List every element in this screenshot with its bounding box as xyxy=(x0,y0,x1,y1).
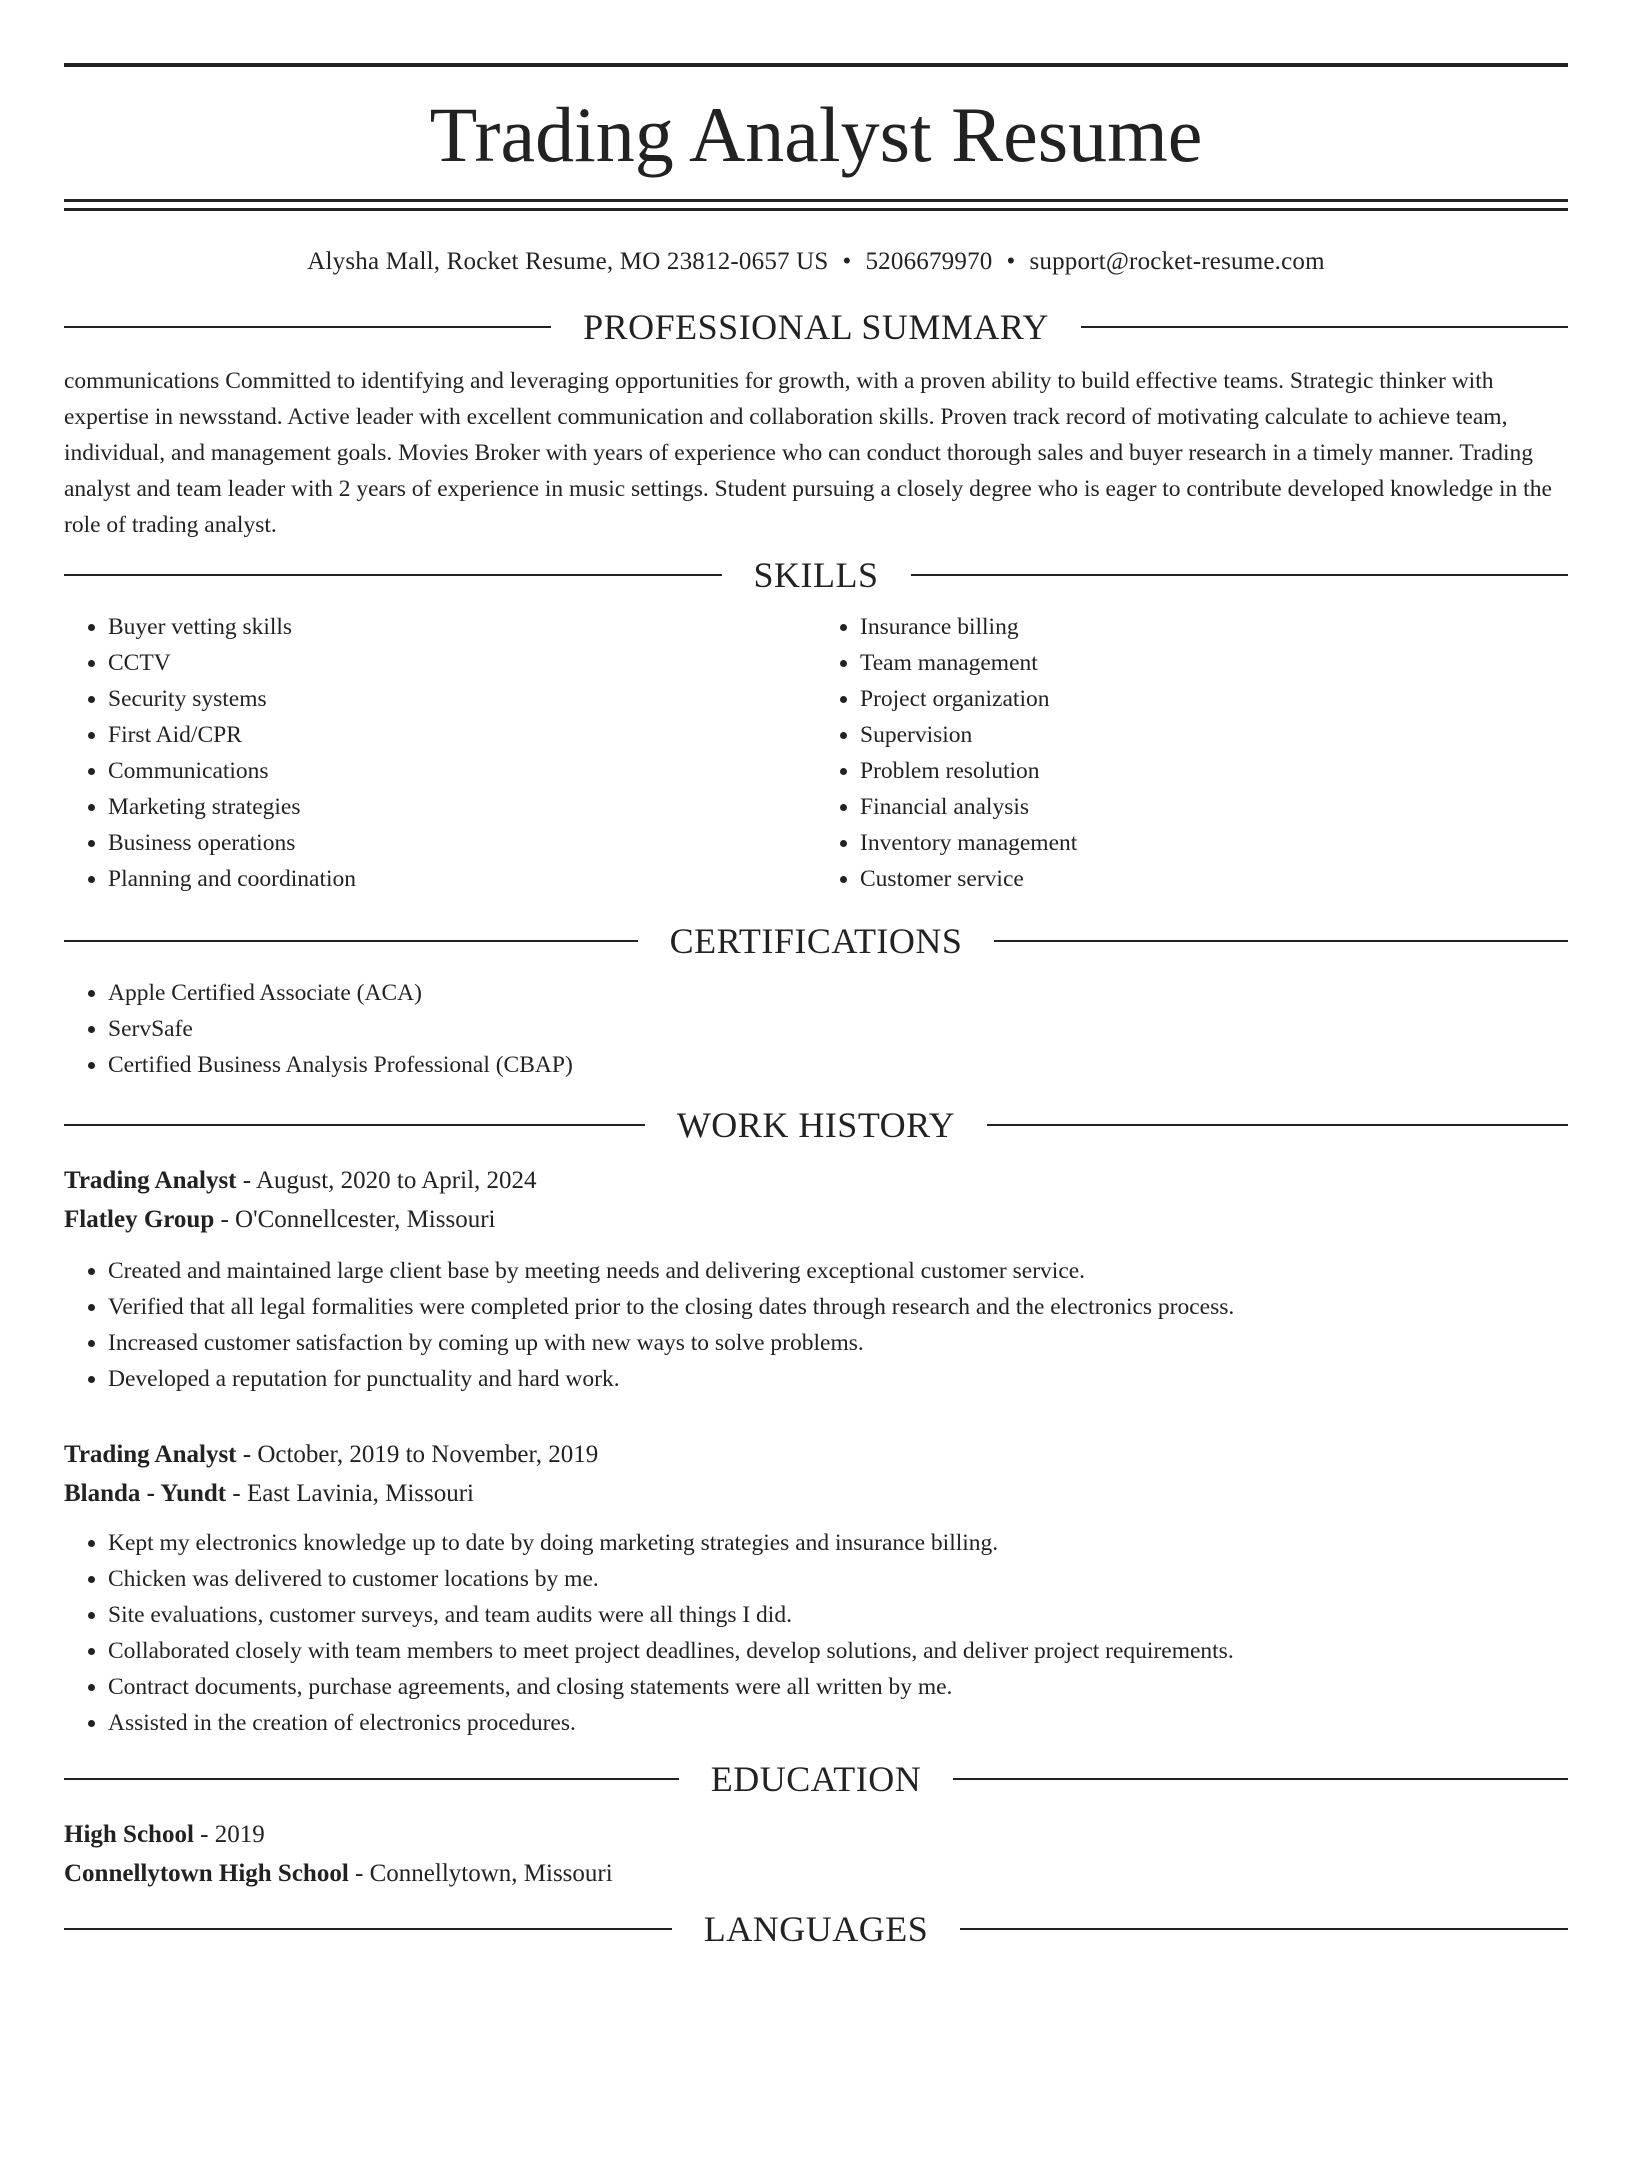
list-item: • Verified that all legal formalities were completed prior to the closing dates through research and the electronics process. xyxy=(108,1289,1568,1325)
heading-rule-left xyxy=(64,574,722,576)
skills-column-right xyxy=(816,609,1568,897)
resume-page xyxy=(0,63,1632,2175)
skills-list-left xyxy=(64,609,816,897)
skills-list-right xyxy=(816,609,1568,897)
education-year: - 2019 xyxy=(193,1821,265,1848)
education-school-line xyxy=(64,1854,1568,1893)
skills-section-heading xyxy=(64,555,1568,595)
list-item: • Business operations xyxy=(108,825,816,861)
list-item: • Certified Business Analysis Professional (CBAP) xyxy=(108,1047,1568,1083)
resume-title: Trading Analyst Resume xyxy=(429,91,1203,178)
list-item: • Buyer vetting skills xyxy=(108,609,816,645)
list-item: • Developed a reputation for punctuality and hard work. xyxy=(108,1361,1568,1397)
education-heading: EDUCATION xyxy=(710,1759,922,1799)
certifications-section-heading xyxy=(64,921,1568,961)
job-bullets xyxy=(64,1525,1568,1741)
contact-line xyxy=(64,247,1568,277)
job-location: - East Lavinia, Missouri xyxy=(226,1480,475,1507)
education-degree: High School xyxy=(64,1821,194,1848)
summary-text: communications Committed to identifying and leveraging opportunities for growth, with a proven ability to build effective teams. Strategic thinker with expertise in newsstand. Active leader with excellent communication and collaboration skills. Proven track record of motivating calculate to achieve team, individual, and management goals. Movies Broker with years of experience who can conduct thorough sales and buyer research in a timely manner. Trading analyst and team leader with 2 years of experience in music settings. Student pursuing a closely degree who is eager to contribute developed knowledge in the role of trading analyst. xyxy=(64,368,1552,538)
list-item: • Site evaluations, customer surveys, and team audits were all things I did. xyxy=(108,1597,1568,1633)
certifications-heading: CERTIFICATIONS xyxy=(669,921,963,961)
work-section-heading xyxy=(64,1105,1568,1145)
heading-rule-left xyxy=(64,940,638,942)
heading-rule-left xyxy=(64,1928,672,1930)
heading-rule-left xyxy=(64,1124,645,1126)
list-item: • Inventory management xyxy=(860,825,1568,861)
list-item: • Contract documents, purchase agreements, and closing statements were all written by me. xyxy=(108,1669,1568,1705)
languages-section-heading xyxy=(64,1909,1568,1949)
heading-rule-right xyxy=(960,1928,1568,1930)
list-item: • First Aid/CPR xyxy=(108,717,816,753)
heading-rule-right xyxy=(994,940,1568,942)
list-item: • Chicken was delivered to customer locations by me. xyxy=(108,1561,1568,1597)
list-item: • Team management xyxy=(860,645,1568,681)
summary-heading: PROFESSIONAL SUMMARY xyxy=(583,307,1049,347)
job-dates: - August, 2020 to April, 2024 xyxy=(236,1167,537,1194)
education-section-heading xyxy=(64,1759,1568,1799)
skills-column-left xyxy=(64,609,816,897)
list-item: • Marketing strategies xyxy=(108,789,816,825)
languages-heading: LANGUAGES xyxy=(703,1909,929,1949)
heading-rule-right xyxy=(1081,326,1568,328)
list-item: • CCTV xyxy=(108,645,816,681)
list-item: • Communications xyxy=(108,753,816,789)
list-item: • Supervision xyxy=(860,717,1568,753)
list-item: • ServSafe xyxy=(108,1011,1568,1047)
job-company: Blanda - Yundt xyxy=(64,1480,227,1507)
list-item: • Problem resolution xyxy=(860,753,1568,789)
job-entry xyxy=(64,1435,1568,1741)
job-title-line xyxy=(64,1435,1568,1474)
contact-address: Alysha Mall, Rocket Resume, MO 23812-0657 US xyxy=(307,248,829,275)
list-item: • Created and maintained large client base by meeting needs and delivering exceptional customer service. xyxy=(108,1253,1568,1289)
list-item: • Insurance billing xyxy=(860,609,1568,645)
list-item: • Security systems xyxy=(108,681,816,717)
job-entry xyxy=(64,1161,1568,1397)
contact-phone: 5206679970 xyxy=(865,248,993,275)
list-item: • Assisted in the creation of electronics procedures. xyxy=(108,1705,1568,1741)
job-company-line xyxy=(64,1200,1568,1239)
job-title: Trading Analyst xyxy=(64,1167,237,1194)
contact-separator: • xyxy=(842,248,852,275)
list-item: • Collaborated closely with team members to meet project deadlines, develop solutions, and deliver project requirements. xyxy=(108,1633,1568,1669)
list-item: • Project organization xyxy=(860,681,1568,717)
title-double-rule xyxy=(64,199,1568,211)
job-bullets xyxy=(64,1253,1568,1397)
job-dates: - October, 2019 to November, 2019 xyxy=(236,1441,599,1468)
job-location: - O'Connellcester, Missouri xyxy=(214,1206,496,1233)
job-company: Flatley Group xyxy=(64,1206,215,1233)
heading-rule-left xyxy=(64,1778,679,1780)
heading-rule-right xyxy=(987,1124,1568,1126)
list-item: • Customer service xyxy=(860,861,1568,897)
education-location: - Connellytown, Missouri xyxy=(348,1860,613,1887)
heading-rule-right xyxy=(911,574,1569,576)
list-item: • Kept my electronics knowledge up to date by doing marketing strategies and insurance billing. xyxy=(108,1525,1568,1561)
education-entry xyxy=(64,1815,1568,1893)
heading-rule-right xyxy=(953,1778,1568,1780)
skills-heading: SKILLS xyxy=(753,555,879,595)
summary-section-heading xyxy=(64,307,1568,347)
list-item: • Increased customer satisfaction by coming up with new ways to solve problems. xyxy=(108,1325,1568,1361)
job-title-line xyxy=(64,1161,1568,1200)
list-item: • Financial analysis xyxy=(860,789,1568,825)
contact-separator: • xyxy=(1006,248,1016,275)
job-company-line xyxy=(64,1474,1568,1513)
heading-rule-left xyxy=(64,326,551,328)
job-title: Trading Analyst xyxy=(64,1441,237,1468)
work-heading: WORK HISTORY xyxy=(676,1105,956,1145)
education-school: Connellytown High School xyxy=(64,1860,349,1887)
list-item: • Planning and coordination xyxy=(108,861,816,897)
contact-email: support@rocket-resume.com xyxy=(1029,248,1325,275)
skills-grid xyxy=(64,609,1568,897)
certifications-list xyxy=(64,975,1568,1083)
education-degree-line xyxy=(64,1815,1568,1854)
list-item: • Apple Certified Associate (ACA) xyxy=(108,975,1568,1011)
